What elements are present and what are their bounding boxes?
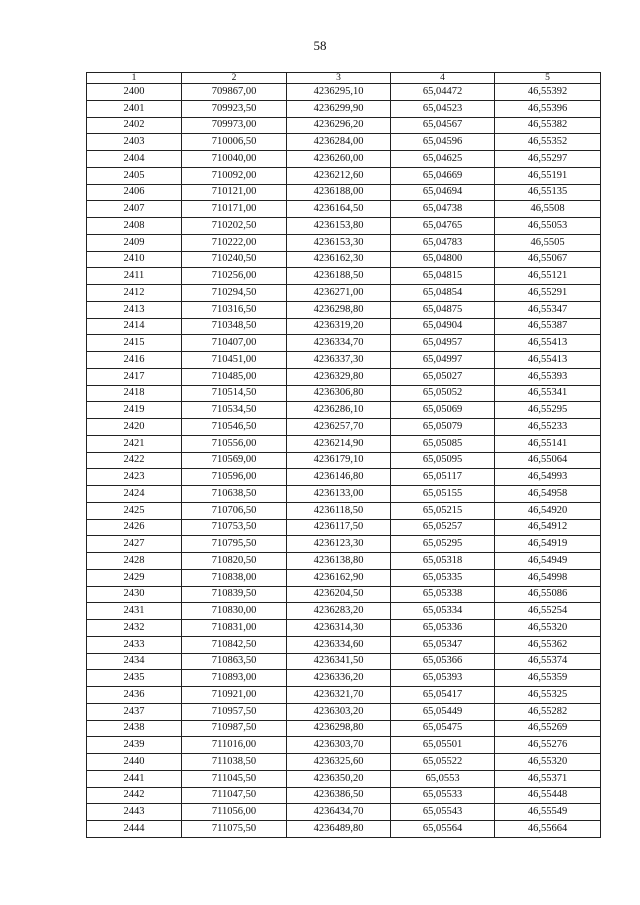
table-row bbox=[87, 268, 601, 285]
table-cell-col-1: 2417 bbox=[87, 368, 182, 385]
table-cell-col-3: 4236133,00 bbox=[287, 486, 391, 503]
table-row bbox=[87, 519, 601, 536]
table-cell-col-4: 65,05155 bbox=[391, 486, 495, 503]
table-cell-col-4: 65,04625 bbox=[391, 151, 495, 168]
table-cell-col-1: 2411 bbox=[87, 268, 182, 285]
table-cell-col-3: 4236329,80 bbox=[287, 368, 391, 385]
table-cell-col-1: 2402 bbox=[87, 117, 182, 134]
table-cell-col-4: 65,04523 bbox=[391, 100, 495, 117]
table-cell-col-4: 65,05335 bbox=[391, 569, 495, 586]
table-cell-col-1: 2426 bbox=[87, 519, 182, 536]
table-row bbox=[87, 117, 601, 134]
table-cell-col-2: 710240,50 bbox=[182, 251, 287, 268]
table-row bbox=[87, 218, 601, 235]
table-cell-col-3: 4236336,20 bbox=[287, 670, 391, 687]
table-row bbox=[87, 770, 601, 787]
table-cell-col-4: 65,04472 bbox=[391, 84, 495, 101]
table-row bbox=[87, 167, 601, 184]
table-cell-col-3: 4236303,20 bbox=[287, 703, 391, 720]
table-cell-col-2: 710831,00 bbox=[182, 620, 287, 637]
table-cell-col-1: 2403 bbox=[87, 134, 182, 151]
table-cell-col-1: 2431 bbox=[87, 603, 182, 620]
table-cell-col-5: 46,55387 bbox=[495, 318, 601, 335]
table-cell-col-1: 2430 bbox=[87, 586, 182, 603]
table-cell-col-2: 709973,00 bbox=[182, 117, 287, 134]
table-cell-col-4: 65,05393 bbox=[391, 670, 495, 687]
table-cell-col-3: 4236117,50 bbox=[287, 519, 391, 536]
table-cell-col-2: 711045,50 bbox=[182, 770, 287, 787]
table-cell-col-5: 46,55393 bbox=[495, 368, 601, 385]
table-row bbox=[87, 670, 601, 687]
table-cell-col-1: 2408 bbox=[87, 218, 182, 235]
table-cell-col-5: 46,55191 bbox=[495, 167, 601, 184]
table-cell-col-3: 4236306,80 bbox=[287, 385, 391, 402]
table-cell-col-3: 4236298,80 bbox=[287, 301, 391, 318]
table-cell-col-5: 46,5505 bbox=[495, 234, 601, 251]
table-cell-col-1: 2441 bbox=[87, 770, 182, 787]
table-cell-col-5: 46,54912 bbox=[495, 519, 601, 536]
table-row bbox=[87, 603, 601, 620]
table-cell-col-1: 2410 bbox=[87, 251, 182, 268]
table-row bbox=[87, 536, 601, 553]
table-row bbox=[87, 84, 601, 101]
table-cell-col-2: 711047,50 bbox=[182, 787, 287, 804]
table-row bbox=[87, 318, 601, 335]
table-cell-col-4: 65,05417 bbox=[391, 687, 495, 704]
table-row bbox=[87, 184, 601, 201]
table-row bbox=[87, 553, 601, 570]
table-cell-col-3: 4236299,90 bbox=[287, 100, 391, 117]
table-cell-col-4: 65,04669 bbox=[391, 167, 495, 184]
table-cell-col-1: 2415 bbox=[87, 335, 182, 352]
table-row bbox=[87, 804, 601, 821]
table-cell-col-2: 710294,50 bbox=[182, 285, 287, 302]
table-cell-col-1: 2425 bbox=[87, 502, 182, 519]
table-cell-col-5: 46,55064 bbox=[495, 452, 601, 469]
table-cell-col-5: 46,55374 bbox=[495, 653, 601, 670]
table-row bbox=[87, 251, 601, 268]
table-cell-col-2: 710316,50 bbox=[182, 301, 287, 318]
table-cell-col-3: 4236164,50 bbox=[287, 201, 391, 218]
table-row bbox=[87, 234, 601, 251]
table-cell-col-3: 4236118,50 bbox=[287, 502, 391, 519]
table-cell-col-4: 65,05069 bbox=[391, 402, 495, 419]
table-cell-col-1: 2427 bbox=[87, 536, 182, 553]
table-cell-col-1: 2407 bbox=[87, 201, 182, 218]
table-cell-col-1: 2413 bbox=[87, 301, 182, 318]
table-cell-col-2: 710596,00 bbox=[182, 469, 287, 486]
table-cell-col-3: 4236260,00 bbox=[287, 151, 391, 168]
table-cell-col-1: 2439 bbox=[87, 737, 182, 754]
table-cell-col-1: 2444 bbox=[87, 821, 182, 838]
table-cell-col-1: 2434 bbox=[87, 653, 182, 670]
table-cell-col-2: 710830,00 bbox=[182, 603, 287, 620]
table-cell-col-5: 46,55413 bbox=[495, 352, 601, 369]
table-cell-col-4: 65,04854 bbox=[391, 285, 495, 302]
table-cell-col-4: 65,05366 bbox=[391, 653, 495, 670]
table-cell-col-1: 2440 bbox=[87, 754, 182, 771]
table-cell-col-1: 2419 bbox=[87, 402, 182, 419]
table-cell-col-2: 710092,00 bbox=[182, 167, 287, 184]
table-cell-col-2: 711038,50 bbox=[182, 754, 287, 771]
table-cell-col-3: 4236489,80 bbox=[287, 821, 391, 838]
table-cell-col-3: 4236188,00 bbox=[287, 184, 391, 201]
table-cell-col-5: 46,55325 bbox=[495, 687, 601, 704]
column-header-4: 4 bbox=[391, 73, 495, 84]
table-body bbox=[87, 84, 601, 838]
table-cell-col-4: 65,05117 bbox=[391, 469, 495, 486]
table-cell-col-3: 4236334,60 bbox=[287, 636, 391, 653]
table-cell-col-3: 4236283,20 bbox=[287, 603, 391, 620]
table-row bbox=[87, 502, 601, 519]
table-cell-col-5: 46,55359 bbox=[495, 670, 601, 687]
table-cell-col-4: 65,05334 bbox=[391, 603, 495, 620]
table-cell-col-3: 4236212,60 bbox=[287, 167, 391, 184]
table-cell-col-1: 2428 bbox=[87, 553, 182, 570]
table-row bbox=[87, 201, 601, 218]
table-cell-col-2: 710795,50 bbox=[182, 536, 287, 553]
table-cell-col-1: 2409 bbox=[87, 234, 182, 251]
table-cell-col-5: 46,5508 bbox=[495, 201, 601, 218]
table-cell-col-1: 2405 bbox=[87, 167, 182, 184]
table-cell-col-2: 710638,50 bbox=[182, 486, 287, 503]
column-header-5: 5 bbox=[495, 73, 601, 84]
table-row bbox=[87, 687, 601, 704]
table-cell-col-3: 4236257,70 bbox=[287, 419, 391, 436]
table-cell-col-4: 65,05543 bbox=[391, 804, 495, 821]
table-cell-col-2: 710556,00 bbox=[182, 435, 287, 452]
table-row bbox=[87, 754, 601, 771]
table-cell-col-5: 46,55362 bbox=[495, 636, 601, 653]
table-row bbox=[87, 285, 601, 302]
table-cell-col-4: 65,04875 bbox=[391, 301, 495, 318]
table-cell-col-3: 4236179,10 bbox=[287, 452, 391, 469]
table-cell-col-3: 4236162,30 bbox=[287, 251, 391, 268]
table-cell-col-4: 65,04783 bbox=[391, 234, 495, 251]
table-cell-col-4: 65,05338 bbox=[391, 586, 495, 603]
table-cell-col-5: 46,54920 bbox=[495, 502, 601, 519]
table-cell-col-2: 710348,50 bbox=[182, 318, 287, 335]
table-cell-col-4: 65,05336 bbox=[391, 620, 495, 637]
table-cell-col-4: 65,05475 bbox=[391, 720, 495, 737]
table-cell-col-2: 710534,50 bbox=[182, 402, 287, 419]
table-row bbox=[87, 134, 601, 151]
table-cell-col-1: 2433 bbox=[87, 636, 182, 653]
table-cell-col-3: 4236303,70 bbox=[287, 737, 391, 754]
table-cell-col-4: 65,05318 bbox=[391, 553, 495, 570]
table-cell-col-4: 65,04957 bbox=[391, 335, 495, 352]
table-row bbox=[87, 787, 601, 804]
table-row bbox=[87, 486, 601, 503]
table-cell-col-3: 4236284,00 bbox=[287, 134, 391, 151]
table-cell-col-2: 710222,00 bbox=[182, 234, 287, 251]
table-cell-col-2: 710842,50 bbox=[182, 636, 287, 653]
table-cell-col-5: 46,55664 bbox=[495, 821, 601, 838]
table-cell-col-5: 46,55347 bbox=[495, 301, 601, 318]
table-cell-col-4: 65,05095 bbox=[391, 452, 495, 469]
table-cell-col-3: 4236214,90 bbox=[287, 435, 391, 452]
table-cell-col-3: 4236341,50 bbox=[287, 653, 391, 670]
table-cell-col-2: 709923,50 bbox=[182, 100, 287, 117]
table-cell-col-4: 65,04765 bbox=[391, 218, 495, 235]
table-cell-col-3: 4236314,30 bbox=[287, 620, 391, 637]
table-cell-col-4: 65,05295 bbox=[391, 536, 495, 553]
table-cell-col-2: 710040,00 bbox=[182, 151, 287, 168]
table-row bbox=[87, 368, 601, 385]
table-cell-col-3: 4236319,20 bbox=[287, 318, 391, 335]
table-cell-col-1: 2429 bbox=[87, 569, 182, 586]
table-cell-col-2: 710706,50 bbox=[182, 502, 287, 519]
table-cell-col-5: 46,55448 bbox=[495, 787, 601, 804]
table-cell-col-4: 65,05027 bbox=[391, 368, 495, 385]
table-cell-col-5: 46,55282 bbox=[495, 703, 601, 720]
table-cell-col-1: 2424 bbox=[87, 486, 182, 503]
table-row bbox=[87, 737, 601, 754]
table-cell-col-4: 65,05257 bbox=[391, 519, 495, 536]
table-cell-col-3: 4236350,20 bbox=[287, 770, 391, 787]
table-cell-col-2: 710987,50 bbox=[182, 720, 287, 737]
table-cell-col-3: 4236286,10 bbox=[287, 402, 391, 419]
coordinates-table bbox=[86, 72, 601, 838]
table-cell-col-5: 46,55341 bbox=[495, 385, 601, 402]
table-row bbox=[87, 653, 601, 670]
table-cell-col-3: 4236298,80 bbox=[287, 720, 391, 737]
table-row bbox=[87, 569, 601, 586]
table-cell-col-2: 710485,00 bbox=[182, 368, 287, 385]
table-cell-col-1: 2406 bbox=[87, 184, 182, 201]
table-cell-col-5: 46,55396 bbox=[495, 100, 601, 117]
table-cell-col-5: 46,55320 bbox=[495, 754, 601, 771]
table-cell-col-4: 65,05449 bbox=[391, 703, 495, 720]
table-cell-col-1: 2404 bbox=[87, 151, 182, 168]
table-cell-col-2: 710514,50 bbox=[182, 385, 287, 402]
table-cell-col-5: 46,55269 bbox=[495, 720, 601, 737]
table-cell-col-2: 710546,50 bbox=[182, 419, 287, 436]
column-header-1: 1 bbox=[87, 73, 182, 84]
table-cell-col-4: 65,04904 bbox=[391, 318, 495, 335]
table-cell-col-5: 46,55291 bbox=[495, 285, 601, 302]
table-cell-col-3: 4236123,30 bbox=[287, 536, 391, 553]
table-row bbox=[87, 469, 601, 486]
table-cell-col-5: 46,54919 bbox=[495, 536, 601, 553]
table-cell-col-5: 46,55135 bbox=[495, 184, 601, 201]
table-row bbox=[87, 586, 601, 603]
table-cell-col-1: 2414 bbox=[87, 318, 182, 335]
table-cell-col-3: 4236138,80 bbox=[287, 553, 391, 570]
table-cell-col-2: 710957,50 bbox=[182, 703, 287, 720]
table-cell-col-4: 65,05522 bbox=[391, 754, 495, 771]
table-cell-col-2: 710121,00 bbox=[182, 184, 287, 201]
table-cell-col-3: 4236334,70 bbox=[287, 335, 391, 352]
table-cell-col-1: 2416 bbox=[87, 352, 182, 369]
table-cell-col-4: 65,05347 bbox=[391, 636, 495, 653]
header-row bbox=[87, 73, 601, 84]
table-cell-col-2: 709867,00 bbox=[182, 84, 287, 101]
page-number: 58 bbox=[313, 38, 327, 53]
table-cell-col-1: 2418 bbox=[87, 385, 182, 402]
table-cell-col-3: 4236153,30 bbox=[287, 234, 391, 251]
table-cell-col-4: 65,05564 bbox=[391, 821, 495, 838]
table-cell-col-1: 2401 bbox=[87, 100, 182, 117]
table-cell-col-1: 2436 bbox=[87, 687, 182, 704]
table-cell-col-2: 710839,50 bbox=[182, 586, 287, 603]
table-cell-col-5: 46,55053 bbox=[495, 218, 601, 235]
table-cell-col-3: 4236386,50 bbox=[287, 787, 391, 804]
table-cell-col-3: 4236271,00 bbox=[287, 285, 391, 302]
table-row bbox=[87, 352, 601, 369]
table-cell-col-1: 2437 bbox=[87, 703, 182, 720]
table-cell-col-3: 4236153,80 bbox=[287, 218, 391, 235]
table-cell-col-3: 4236162,90 bbox=[287, 569, 391, 586]
table-cell-col-4: 65,05215 bbox=[391, 502, 495, 519]
table-cell-col-2: 710569,00 bbox=[182, 452, 287, 469]
table-row bbox=[87, 335, 601, 352]
table-cell-col-2: 710407,00 bbox=[182, 335, 287, 352]
table-row bbox=[87, 720, 601, 737]
table-cell-col-5: 46,55254 bbox=[495, 603, 601, 620]
table-cell-col-1: 2420 bbox=[87, 419, 182, 436]
table-cell-col-1: 2400 bbox=[87, 84, 182, 101]
table-row bbox=[87, 620, 601, 637]
table-cell-col-5: 46,54993 bbox=[495, 469, 601, 486]
table-cell-col-4: 65,05501 bbox=[391, 737, 495, 754]
table-cell-col-5: 46,55067 bbox=[495, 251, 601, 268]
table-cell-col-2: 710202,50 bbox=[182, 218, 287, 235]
table-cell-col-3: 4236296,20 bbox=[287, 117, 391, 134]
table-cell-col-4: 65,04997 bbox=[391, 352, 495, 369]
table-cell-col-1: 2421 bbox=[87, 435, 182, 452]
table-row bbox=[87, 419, 601, 436]
table-cell-col-2: 711075,50 bbox=[182, 821, 287, 838]
table-cell-col-5: 46,54949 bbox=[495, 553, 601, 570]
table-row bbox=[87, 385, 601, 402]
table-cell-col-2: 711056,00 bbox=[182, 804, 287, 821]
table-cell-col-1: 2442 bbox=[87, 787, 182, 804]
table-cell-col-4: 65,04567 bbox=[391, 117, 495, 134]
table-cell-col-4: 65,04800 bbox=[391, 251, 495, 268]
table-cell-col-2: 710006,50 bbox=[182, 134, 287, 151]
table-cell-col-5: 46,54958 bbox=[495, 486, 601, 503]
table-cell-col-4: 65,05052 bbox=[391, 385, 495, 402]
table-cell-col-4: 65,04694 bbox=[391, 184, 495, 201]
table-cell-col-2: 710893,00 bbox=[182, 670, 287, 687]
table-row bbox=[87, 703, 601, 720]
table-cell-col-2: 710921,00 bbox=[182, 687, 287, 704]
table-cell-col-5: 46,55297 bbox=[495, 151, 601, 168]
table-cell-col-1: 2443 bbox=[87, 804, 182, 821]
column-header-3: 3 bbox=[287, 73, 391, 84]
table-cell-col-5: 46,55549 bbox=[495, 804, 601, 821]
table-cell-col-5: 46,55141 bbox=[495, 435, 601, 452]
table-row bbox=[87, 301, 601, 318]
table-cell-col-2: 710753,50 bbox=[182, 519, 287, 536]
table-cell-col-2: 710820,50 bbox=[182, 553, 287, 570]
table-cell-col-5: 46,55320 bbox=[495, 620, 601, 637]
table-cell-col-1: 2435 bbox=[87, 670, 182, 687]
table-cell-col-5: 46,55233 bbox=[495, 419, 601, 436]
table-cell-col-5: 46,55295 bbox=[495, 402, 601, 419]
table-row bbox=[87, 100, 601, 117]
table-cell-col-1: 2438 bbox=[87, 720, 182, 737]
table-cell-col-2: 711016,00 bbox=[182, 737, 287, 754]
table-cell-col-3: 4236434,70 bbox=[287, 804, 391, 821]
table-cell-col-4: 65,04596 bbox=[391, 134, 495, 151]
table-cell-col-1: 2412 bbox=[87, 285, 182, 302]
table-cell-col-5: 46,55121 bbox=[495, 268, 601, 285]
table-cell-col-1: 2423 bbox=[87, 469, 182, 486]
table-cell-col-2: 710838,00 bbox=[182, 569, 287, 586]
table-cell-col-4: 65,0553 bbox=[391, 770, 495, 787]
table-cell-col-5: 46,55382 bbox=[495, 117, 601, 134]
table-cell-col-4: 65,04815 bbox=[391, 268, 495, 285]
table-cell-col-5: 46,55276 bbox=[495, 737, 601, 754]
table-cell-col-3: 4236325,60 bbox=[287, 754, 391, 771]
table-cell-col-5: 46,55086 bbox=[495, 586, 601, 603]
table-cell-col-5: 46,55413 bbox=[495, 335, 601, 352]
table-cell-col-5: 46,55371 bbox=[495, 770, 601, 787]
table-row bbox=[87, 821, 601, 838]
table-cell-col-5: 46,54998 bbox=[495, 569, 601, 586]
table-row bbox=[87, 151, 601, 168]
table-cell-col-2: 710863,50 bbox=[182, 653, 287, 670]
table-cell-col-3: 4236295,10 bbox=[287, 84, 391, 101]
table-cell-col-3: 4236321,70 bbox=[287, 687, 391, 704]
table-row bbox=[87, 402, 601, 419]
table-cell-col-4: 65,04738 bbox=[391, 201, 495, 218]
table-cell-col-5: 46,55392 bbox=[495, 84, 601, 101]
table-cell-col-3: 4236188,50 bbox=[287, 268, 391, 285]
column-header-2: 2 bbox=[182, 73, 287, 84]
table-row bbox=[87, 452, 601, 469]
table-cell-col-2: 710256,00 bbox=[182, 268, 287, 285]
table-cell-col-3: 4236337,30 bbox=[287, 352, 391, 369]
table-cell-col-5: 46,55352 bbox=[495, 134, 601, 151]
table-cell-col-4: 65,05079 bbox=[391, 419, 495, 436]
table-cell-col-3: 4236146,80 bbox=[287, 469, 391, 486]
table-cell-col-1: 2432 bbox=[87, 620, 182, 637]
table-row bbox=[87, 435, 601, 452]
table-cell-col-2: 710451,00 bbox=[182, 352, 287, 369]
table-cell-col-4: 65,05533 bbox=[391, 787, 495, 804]
table-row bbox=[87, 636, 601, 653]
table-cell-col-2: 710171,00 bbox=[182, 201, 287, 218]
table-cell-col-4: 65,05085 bbox=[391, 435, 495, 452]
table-cell-col-1: 2422 bbox=[87, 452, 182, 469]
table-cell-col-3: 4236204,50 bbox=[287, 586, 391, 603]
